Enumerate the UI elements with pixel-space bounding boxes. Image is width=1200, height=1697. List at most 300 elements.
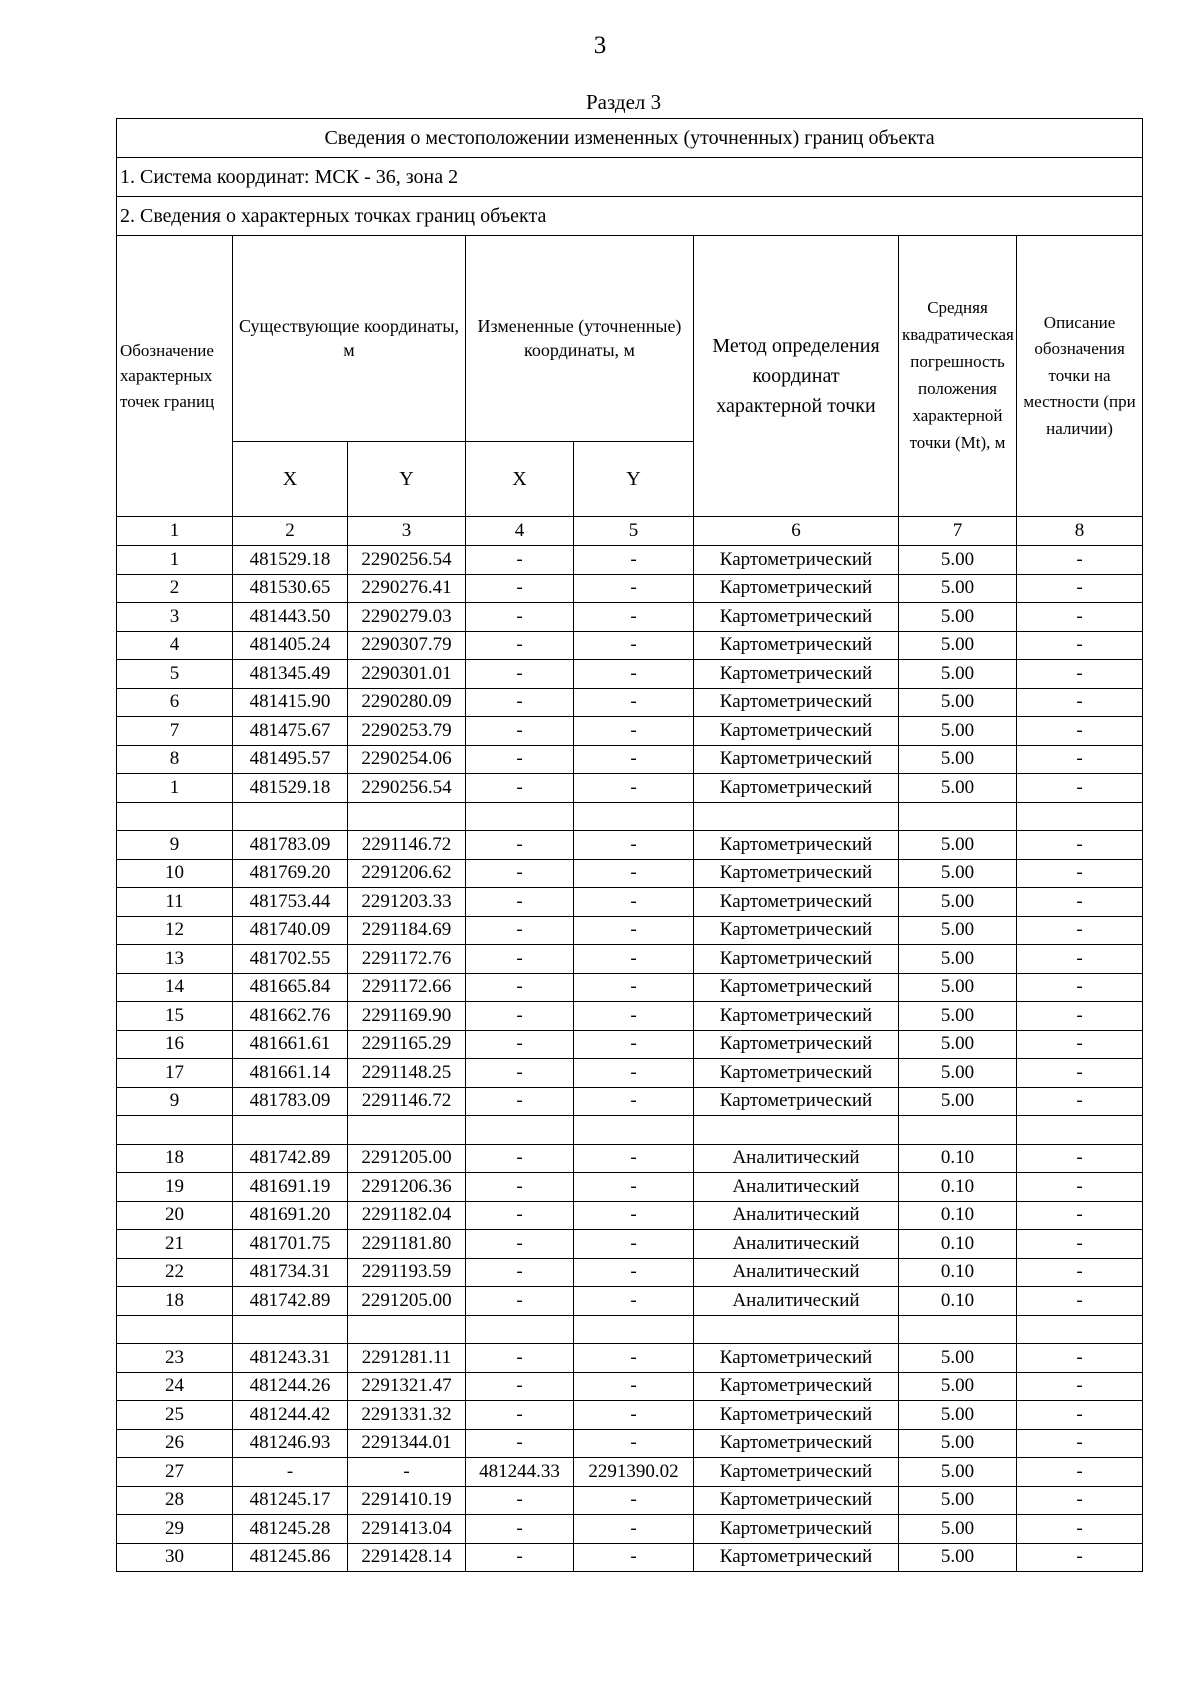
cell-changed-y: -	[574, 1258, 694, 1287]
table-row	[117, 603, 1143, 632]
cell-changed-x: -	[466, 945, 574, 974]
cell-description: -	[1017, 603, 1143, 632]
cell-changed-x: -	[466, 973, 574, 1002]
cell-changed-y: -	[574, 1173, 694, 1202]
cell-existing-y: 2291182.04	[348, 1201, 466, 1230]
cell-changed-y: -	[574, 1543, 694, 1572]
cell-point: 27	[117, 1458, 233, 1487]
cell-error: 5.00	[899, 717, 1017, 746]
empty-cell	[117, 1315, 233, 1344]
cell-changed-y: -	[574, 1372, 694, 1401]
cell-description: -	[1017, 1515, 1143, 1544]
cell-error: 5.00	[899, 1429, 1017, 1458]
cell-error: 5.00	[899, 603, 1017, 632]
table-row	[117, 1486, 1143, 1515]
cell-description: -	[1017, 1372, 1143, 1401]
cell-method: Картометрический	[694, 1429, 899, 1458]
cell-existing-x: 481475.67	[233, 717, 348, 746]
cell-point: 18	[117, 1287, 233, 1316]
cell-method: Картометрический	[694, 1543, 899, 1572]
cell-description: -	[1017, 745, 1143, 774]
cell-existing-x: 481243.31	[233, 1344, 348, 1373]
cell-method: Картометрический	[694, 831, 899, 860]
header-error: Средняя квадратическая погрешность положения характерной точки (Mt), м	[899, 236, 1017, 517]
cell-point: 24	[117, 1372, 233, 1401]
empty-cell	[348, 802, 466, 831]
cell-error: 5.00	[899, 831, 1017, 860]
table-row	[117, 916, 1143, 945]
cell-method: Картометрический	[694, 1030, 899, 1059]
cell-existing-x: 481783.09	[233, 1087, 348, 1116]
cell-changed-x: -	[466, 546, 574, 575]
cell-error: 5.00	[899, 1486, 1017, 1515]
cell-changed-x: -	[466, 1344, 574, 1373]
cell-changed-x: -	[466, 774, 574, 803]
column-number: 7	[899, 517, 1017, 546]
cell-existing-x: 481691.19	[233, 1173, 348, 1202]
cell-error: 5.00	[899, 631, 1017, 660]
table-row	[117, 1401, 1143, 1430]
cell-changed-y: -	[574, 973, 694, 1002]
cell-error: 5.00	[899, 745, 1017, 774]
cell-changed-x: 481244.33	[466, 1458, 574, 1487]
cell-point: 23	[117, 1344, 233, 1373]
cell-point: 16	[117, 1030, 233, 1059]
cell-error: 5.00	[899, 1372, 1017, 1401]
cell-changed-x: -	[466, 831, 574, 860]
cell-changed-y: -	[574, 1002, 694, 1031]
cell-changed-x: -	[466, 574, 574, 603]
empty-cell	[694, 1116, 899, 1145]
empty-cell	[466, 1116, 574, 1145]
table-row	[117, 1429, 1143, 1458]
cell-point: 6	[117, 688, 233, 717]
cell-changed-y: -	[574, 1087, 694, 1116]
cell-error: 0.10	[899, 1201, 1017, 1230]
empty-cell	[899, 1116, 1017, 1145]
cell-changed-y: -	[574, 1287, 694, 1316]
empty-cell	[899, 802, 1017, 831]
empty-cell	[466, 802, 574, 831]
cell-description: -	[1017, 916, 1143, 945]
cell-changed-y: -	[574, 688, 694, 717]
cell-existing-x: 481345.49	[233, 660, 348, 689]
cell-existing-x: 481415.90	[233, 688, 348, 717]
cell-changed-x: -	[466, 1287, 574, 1316]
cell-error: 5.00	[899, 916, 1017, 945]
cell-method: Картометрический	[694, 631, 899, 660]
table-row	[117, 1030, 1143, 1059]
cell-existing-x: 481661.61	[233, 1030, 348, 1059]
cell-error: 0.10	[899, 1258, 1017, 1287]
cell-existing-y: 2291193.59	[348, 1258, 466, 1287]
empty-cell	[574, 802, 694, 831]
cell-changed-x: -	[466, 1515, 574, 1544]
cell-method: Картометрический	[694, 1002, 899, 1031]
cell-changed-x: -	[466, 1258, 574, 1287]
cell-existing-x: 481443.50	[233, 603, 348, 632]
cell-description: -	[1017, 1201, 1143, 1230]
empty-cell	[117, 802, 233, 831]
cell-changed-y: 2291390.02	[574, 1458, 694, 1487]
table-row	[117, 717, 1143, 746]
cell-existing-y: 2291344.01	[348, 1429, 466, 1458]
cell-point: 1	[117, 774, 233, 803]
cell-point: 22	[117, 1258, 233, 1287]
cell-existing-x: -	[233, 1458, 348, 1487]
contour-separator-row	[117, 1315, 1143, 1344]
cell-description: -	[1017, 688, 1143, 717]
column-number: 8	[1017, 517, 1143, 546]
cell-changed-y: -	[574, 574, 694, 603]
cell-point: 25	[117, 1401, 233, 1430]
cell-changed-x: -	[466, 717, 574, 746]
table-row	[117, 631, 1143, 660]
column-number: 4	[466, 517, 574, 546]
column-number: 2	[233, 517, 348, 546]
header-existing: Существующие координаты, м	[233, 236, 466, 442]
header-changed-x: X	[466, 442, 574, 517]
table-row	[117, 1458, 1143, 1487]
cell-description: -	[1017, 546, 1143, 575]
cell-point: 15	[117, 1002, 233, 1031]
cell-existing-x: 481530.65	[233, 574, 348, 603]
table-row	[117, 1002, 1143, 1031]
table-row	[117, 1372, 1143, 1401]
cell-method: Аналитический	[694, 1230, 899, 1259]
cell-point: 20	[117, 1201, 233, 1230]
empty-cell	[1017, 802, 1143, 831]
cell-description: -	[1017, 1401, 1143, 1430]
cell-existing-x: 481742.89	[233, 1287, 348, 1316]
cell-point: 19	[117, 1173, 233, 1202]
cell-method: Картометрический	[694, 916, 899, 945]
column-numbers-row	[117, 517, 1143, 546]
table-row	[117, 831, 1143, 860]
cell-changed-x: -	[466, 688, 574, 717]
cell-point: 11	[117, 888, 233, 917]
cell-existing-x: 481665.84	[233, 973, 348, 1002]
cell-description: -	[1017, 1059, 1143, 1088]
cell-method: Картометрический	[694, 1401, 899, 1430]
table-row	[117, 1173, 1143, 1202]
cell-existing-y: 2291148.25	[348, 1059, 466, 1088]
cell-existing-y: 2291172.76	[348, 945, 466, 974]
cell-point: 13	[117, 945, 233, 974]
cell-changed-x: -	[466, 1030, 574, 1059]
cell-description: -	[1017, 774, 1143, 803]
cell-changed-y: -	[574, 1429, 694, 1458]
cell-existing-y: 2291428.14	[348, 1543, 466, 1572]
table-row	[117, 745, 1143, 774]
cell-existing-x: 481245.28	[233, 1515, 348, 1544]
table-row	[117, 1258, 1143, 1287]
cell-existing-y: 2291205.00	[348, 1144, 466, 1173]
header-changed: Измененные (уточненные) координаты, м	[466, 236, 694, 442]
cell-description: -	[1017, 1486, 1143, 1515]
cell-method: Картометрический	[694, 688, 899, 717]
table-row	[117, 1287, 1143, 1316]
cell-method: Аналитический	[694, 1173, 899, 1202]
cell-point: 2	[117, 574, 233, 603]
page-number: 3	[593, 32, 607, 59]
cell-error: 5.00	[899, 1515, 1017, 1544]
cell-description: -	[1017, 1258, 1143, 1287]
cell-error: 0.10	[899, 1144, 1017, 1173]
table-row	[117, 973, 1143, 1002]
cell-existing-y: 2291146.72	[348, 1087, 466, 1116]
cell-existing-x: 481245.86	[233, 1543, 348, 1572]
cell-error: 5.00	[899, 660, 1017, 689]
cell-changed-x: -	[466, 1230, 574, 1259]
cell-existing-x: 481405.24	[233, 631, 348, 660]
cell-method: Картометрический	[694, 660, 899, 689]
cell-changed-x: -	[466, 660, 574, 689]
cell-method: Картометрический	[694, 546, 899, 575]
contour-separator-row	[117, 802, 1143, 831]
cell-description: -	[1017, 1087, 1143, 1116]
cell-error: 5.00	[899, 1543, 1017, 1572]
table-row	[117, 1230, 1143, 1259]
cell-existing-x: 481742.89	[233, 1144, 348, 1173]
cell-existing-y: 2291181.80	[348, 1230, 466, 1259]
empty-cell	[233, 1315, 348, 1344]
cell-existing-x: 481783.09	[233, 831, 348, 860]
table-row	[117, 574, 1143, 603]
cell-error: 5.00	[899, 574, 1017, 603]
cell-changed-y: -	[574, 859, 694, 888]
cell-changed-y: -	[574, 774, 694, 803]
empty-cell	[694, 802, 899, 831]
cell-point: 5	[117, 660, 233, 689]
cell-error: 5.00	[899, 1087, 1017, 1116]
cell-method: Картометрический	[694, 973, 899, 1002]
cell-error: 5.00	[899, 774, 1017, 803]
cell-changed-y: -	[574, 1030, 694, 1059]
cell-description: -	[1017, 1173, 1143, 1202]
cell-error: 5.00	[899, 1059, 1017, 1088]
table-row	[117, 1087, 1143, 1116]
cell-point: 30	[117, 1543, 233, 1572]
table-row	[117, 1144, 1143, 1173]
table-row	[117, 945, 1143, 974]
cell-point: 26	[117, 1429, 233, 1458]
header-existing-x: X	[233, 442, 348, 517]
cell-existing-y: 2291281.11	[348, 1344, 466, 1373]
cell-point: 14	[117, 973, 233, 1002]
cell-error: 5.00	[899, 688, 1017, 717]
cell-existing-x: 481244.42	[233, 1401, 348, 1430]
cell-point: 1	[117, 546, 233, 575]
cell-changed-y: -	[574, 1401, 694, 1430]
cell-changed-y: -	[574, 1344, 694, 1373]
empty-cell	[233, 1116, 348, 1145]
cell-error: 5.00	[899, 1002, 1017, 1031]
cell-existing-y: 2291321.47	[348, 1372, 466, 1401]
cell-method: Картометрический	[694, 1372, 899, 1401]
table-row	[117, 859, 1143, 888]
cell-changed-y: -	[574, 546, 694, 575]
cell-changed-y: -	[574, 660, 694, 689]
cell-changed-x: -	[466, 1087, 574, 1116]
cell-description: -	[1017, 945, 1143, 974]
cell-method: Картометрический	[694, 1458, 899, 1487]
cell-point: 29	[117, 1515, 233, 1544]
cell-description: -	[1017, 717, 1143, 746]
cell-method: Картометрический	[694, 717, 899, 746]
cell-point: 9	[117, 831, 233, 860]
empty-cell	[348, 1116, 466, 1145]
cell-method: Картометрический	[694, 1344, 899, 1373]
cell-changed-x: -	[466, 888, 574, 917]
table-row	[117, 1543, 1143, 1572]
cell-method: Аналитический	[694, 1258, 899, 1287]
cell-method: Картометрический	[694, 859, 899, 888]
column-number: 5	[574, 517, 694, 546]
section-title: Раздел 3	[586, 90, 662, 114]
empty-cell	[899, 1315, 1017, 1344]
cell-method: Картометрический	[694, 774, 899, 803]
cell-existing-y: 2291169.90	[348, 1002, 466, 1031]
cell-error: 5.00	[899, 1458, 1017, 1487]
cell-description: -	[1017, 1230, 1143, 1259]
cell-description: -	[1017, 888, 1143, 917]
cell-existing-y: 2290253.79	[348, 717, 466, 746]
cell-changed-x: -	[466, 1002, 574, 1031]
empty-cell	[1017, 1116, 1143, 1145]
cell-existing-y: 2290307.79	[348, 631, 466, 660]
cell-existing-x: 481702.55	[233, 945, 348, 974]
cell-description: -	[1017, 1287, 1143, 1316]
cell-method: Картометрический	[694, 1059, 899, 1088]
cell-existing-x: 481529.18	[233, 546, 348, 575]
cell-description: -	[1017, 660, 1143, 689]
cell-description: -	[1017, 859, 1143, 888]
cell-error: 0.10	[899, 1173, 1017, 1202]
cell-point: 3	[117, 603, 233, 632]
cell-existing-y: 2290256.54	[348, 546, 466, 575]
points-heading: 2. Сведения о характерных точках границ объекта	[117, 197, 1143, 236]
cell-point: 28	[117, 1486, 233, 1515]
cell-changed-y: -	[574, 745, 694, 774]
cell-existing-y: -	[348, 1458, 466, 1487]
table-row	[117, 1344, 1143, 1373]
cell-changed-x: -	[466, 631, 574, 660]
cell-description: -	[1017, 973, 1143, 1002]
empty-cell	[233, 802, 348, 831]
table-row	[117, 774, 1143, 803]
cell-method: Картометрический	[694, 1087, 899, 1116]
contour-separator-row	[117, 1116, 1143, 1145]
empty-cell	[574, 1116, 694, 1145]
cell-method: Картометрический	[694, 888, 899, 917]
cell-changed-x: -	[466, 1543, 574, 1572]
empty-cell	[466, 1315, 574, 1344]
cell-changed-x: -	[466, 1059, 574, 1088]
cell-description: -	[1017, 831, 1143, 860]
cell-description: -	[1017, 1002, 1143, 1031]
cell-changed-x: -	[466, 1144, 574, 1173]
header-point: Обозначение характерных точек границ	[117, 236, 233, 517]
empty-cell	[574, 1315, 694, 1344]
cell-description: -	[1017, 1458, 1143, 1487]
cell-changed-x: -	[466, 603, 574, 632]
table-title: Сведения о местоположении измененных (уточненных) границ объекта	[117, 119, 1143, 158]
cell-existing-x: 481701.75	[233, 1230, 348, 1259]
cell-existing-x: 481769.20	[233, 859, 348, 888]
cell-changed-x: -	[466, 1372, 574, 1401]
cell-changed-x: -	[466, 745, 574, 774]
table-row	[117, 688, 1143, 717]
table-row	[117, 1515, 1143, 1544]
cell-changed-y: -	[574, 916, 694, 945]
cell-existing-y: 2290256.54	[348, 774, 466, 803]
cell-changed-x: -	[466, 1486, 574, 1515]
cell-error: 5.00	[899, 1401, 1017, 1430]
column-number: 1	[117, 517, 233, 546]
cell-point: 7	[117, 717, 233, 746]
cell-existing-y: 2291331.32	[348, 1401, 466, 1430]
cell-existing-y: 2291203.33	[348, 888, 466, 917]
cell-changed-y: -	[574, 945, 694, 974]
cell-point: 17	[117, 1059, 233, 1088]
cell-existing-y: 2291165.29	[348, 1030, 466, 1059]
cell-method: Картометрический	[694, 1515, 899, 1544]
cell-point: 8	[117, 745, 233, 774]
table-row	[117, 888, 1143, 917]
cell-error: 5.00	[899, 1344, 1017, 1373]
table-row	[117, 546, 1143, 575]
cell-method: Картометрический	[694, 745, 899, 774]
cell-description: -	[1017, 574, 1143, 603]
cell-existing-y: 2291146.72	[348, 831, 466, 860]
cell-description: -	[1017, 1429, 1143, 1458]
cell-method: Картометрический	[694, 1486, 899, 1515]
header-description: Описание обозначения точки на местности (при наличии)	[1017, 236, 1143, 517]
empty-cell	[694, 1315, 899, 1344]
cell-error: 5.00	[899, 973, 1017, 1002]
cell-existing-y: 2290254.06	[348, 745, 466, 774]
cell-existing-x: 481662.76	[233, 1002, 348, 1031]
cell-error: 5.00	[899, 546, 1017, 575]
cell-changed-x: -	[466, 859, 574, 888]
cell-existing-y: 2290280.09	[348, 688, 466, 717]
cell-changed-y: -	[574, 631, 694, 660]
empty-cell	[117, 1116, 233, 1145]
coordinates-table	[116, 118, 1143, 1572]
table-row	[117, 660, 1143, 689]
header-method: Метод определения координат характерной точки	[694, 236, 899, 517]
cell-point: 18	[117, 1144, 233, 1173]
cell-method: Картометрический	[694, 945, 899, 974]
table-row	[117, 1059, 1143, 1088]
cell-changed-y: -	[574, 1201, 694, 1230]
cell-changed-x: -	[466, 1173, 574, 1202]
cell-existing-x: 481691.20	[233, 1201, 348, 1230]
cell-existing-x: 481753.44	[233, 888, 348, 917]
cell-method: Аналитический	[694, 1287, 899, 1316]
cell-existing-x: 481244.26	[233, 1372, 348, 1401]
table-row	[117, 1201, 1143, 1230]
cell-point: 4	[117, 631, 233, 660]
cell-existing-y: 2290276.41	[348, 574, 466, 603]
cell-existing-y: 2291205.00	[348, 1287, 466, 1316]
cell-existing-x: 481245.17	[233, 1486, 348, 1515]
coord-system: 1. Система координат: МСК - 36, зона 2	[117, 158, 1143, 197]
cell-existing-x: 481495.57	[233, 745, 348, 774]
cell-point: 21	[117, 1230, 233, 1259]
cell-method: Картометрический	[694, 603, 899, 632]
